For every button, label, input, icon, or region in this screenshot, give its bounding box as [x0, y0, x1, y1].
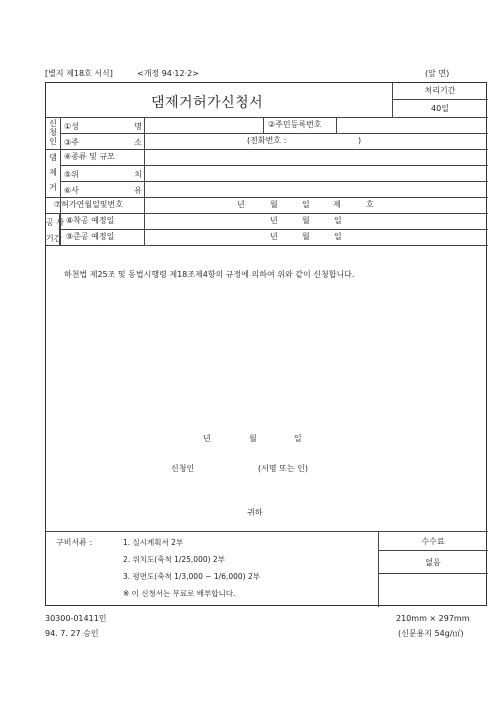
name-field[interactable]	[146, 118, 262, 132]
start-date-label: ⑧착공 예정일	[66, 216, 115, 225]
paper-size: 210mm × 297mm	[396, 614, 470, 623]
processing-period-value: 40일	[431, 104, 449, 113]
permit-month: 월	[270, 200, 278, 209]
start-date-field[interactable]	[146, 214, 486, 228]
fee-label: 수수료	[421, 537, 445, 546]
applicant-sign-label: 신청인	[171, 464, 195, 473]
document-item-1: 1. 실시계획서 2부	[123, 538, 184, 547]
start-day: 일	[334, 216, 342, 225]
resident-number-label: ②주민등록번호	[268, 120, 322, 129]
processing-period-label: 처리기간	[424, 86, 456, 95]
type-scale-field[interactable]	[146, 150, 486, 164]
end-month: 월	[302, 232, 310, 241]
permit-year: 년	[237, 200, 245, 209]
section-dam-removal: 댐 제 거	[49, 153, 57, 192]
start-month: 월	[302, 216, 310, 225]
type-scale-label: ④종류 및 규모	[64, 152, 115, 161]
form-title: 댐제거허가신청서	[151, 95, 264, 111]
required-documents-label: 구비서류 :	[56, 538, 93, 547]
revision-date: <개정 94·12·2>	[137, 69, 199, 78]
application-statement: 하천법 제25조 및 동법시행령 제18조제4항의 규정에 의하여 위와 같이 신청합니다.	[64, 270, 355, 279]
address-label: ③주 소	[64, 138, 142, 147]
completion-date-label: ⑨준공 예정일	[66, 232, 115, 241]
location-field[interactable]	[146, 166, 486, 180]
name-label: ①성 명	[64, 122, 142, 131]
sign-month: 월	[249, 434, 257, 443]
form-code: 30300-01411민	[45, 614, 107, 623]
completion-date-field[interactable]	[146, 230, 486, 244]
section-construction-top: 공 사	[46, 218, 64, 227]
section-construction-bottom: 기간	[46, 234, 62, 243]
recipient-label: 귀하	[247, 508, 263, 517]
permit-no-prefix: 제	[333, 200, 341, 209]
document-item-2: 2. 위치도(축척 1/25,000) 2부	[123, 555, 225, 564]
reason-field[interactable]	[146, 182, 486, 196]
paper-type: (신문용지 54g/㎡)	[398, 629, 464, 638]
resident-number-field[interactable]	[338, 118, 486, 132]
permit-date-number-label: ⑦허가연월일및번호	[54, 200, 123, 209]
application-form	[45, 82, 487, 606]
document-item-3: 3. 평면도(축척 1/3,000 ~ 1/6,000) 2부	[123, 572, 260, 581]
permit-day: 일	[302, 200, 310, 209]
permit-no-suffix: 호	[366, 200, 374, 209]
phone-label: (전화번호 :	[247, 136, 287, 145]
free-distribution-note: ※ 이 신청서는 무료로 배부합니다.	[123, 589, 236, 598]
approval-date: 94. 7. 27 승인	[45, 629, 99, 638]
applicant-sign-field[interactable]	[204, 461, 254, 475]
address-field[interactable]	[146, 134, 246, 148]
end-day: 일	[334, 232, 342, 241]
sign-day: 일	[294, 434, 302, 443]
location-label: ⑤위 치	[64, 170, 142, 179]
start-year: 년	[270, 216, 278, 225]
permit-date-number-field[interactable]	[146, 198, 486, 212]
page-side: (앞 면)	[425, 69, 450, 78]
phone-close: )	[358, 136, 362, 145]
reason-label: ⑥사 유	[64, 186, 142, 195]
form-number: [별지 제18호 서식]	[45, 69, 113, 78]
fee-value: 없음	[425, 558, 441, 567]
section-applicant: 신 청 인	[49, 118, 57, 147]
sign-year: 년	[203, 434, 211, 443]
sign-or-seal-note: (서명 또는 인)	[258, 464, 308, 473]
end-year: 년	[270, 232, 278, 241]
